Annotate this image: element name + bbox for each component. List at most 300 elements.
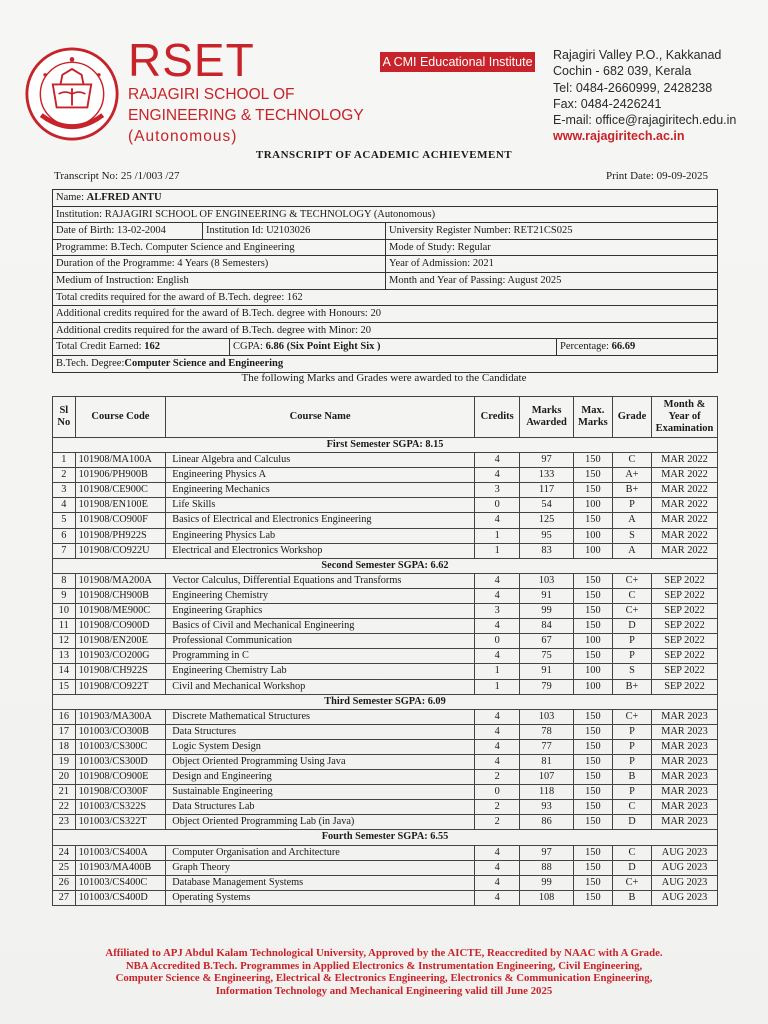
info-row [53,190,717,207]
marks-table-body [53,438,718,906]
address-line: Cochin - 682 039, Kerala [553,64,692,79]
credits: 4 [475,573,520,588]
sl-number: 2 [53,468,76,483]
course-name: Logic System Design [166,739,475,754]
grade: P [612,724,651,739]
max-marks: 150 [573,815,612,830]
max-marks: 100 [573,679,612,694]
course-code: 101908/CE900C [75,483,166,498]
student-info-grid [52,189,718,373]
degree-label: B.Tech. Degree: [56,357,125,369]
grade: C [612,453,651,468]
sl-number: 13 [53,649,76,664]
name-label: Name: [56,192,84,203]
table-row [53,619,718,634]
course-name: Engineering Chemistry [166,588,475,603]
cgpa-cell [230,339,557,355]
marks-awarded: 103 [520,709,574,724]
marks-awarded: 81 [520,754,574,769]
table-row [53,800,718,815]
grade: P [612,785,651,800]
col-header-exam: Month & Year of Examination [652,397,718,438]
sl-number: 8 [53,573,76,588]
max-marks: 150 [573,604,612,619]
exam-month-year: AUG 2023 [652,845,718,860]
exam-month-year: SEP 2022 [652,664,718,679]
grade: A [612,513,651,528]
marks-awarded: 125 [520,513,574,528]
student-name: ALFRED ANTU [86,192,162,203]
max-marks: 150 [573,588,612,603]
table-row [53,528,718,543]
exam-month-year: SEP 2022 [652,634,718,649]
grade: S [612,528,651,543]
table-row [53,815,718,830]
course-code: 101906/PH900B [75,468,166,483]
max-marks: 100 [573,543,612,558]
max-marks: 150 [573,860,612,875]
marks-awarded: 99 [520,875,574,890]
course-name: Computer Organisation and Architecture [166,845,475,860]
print-date: Print Date: 09-09-2025 [605,170,708,182]
marks-awarded: 107 [520,770,574,785]
grade: B+ [612,483,651,498]
sl-number: 9 [53,588,76,603]
course-code: 101908/CH922S [75,664,166,679]
course-name: Linear Algebra and Calculus [166,453,475,468]
info-row [53,273,717,290]
credits: 4 [475,739,520,754]
max-marks: 150 [573,845,612,860]
marks-awarded: 91 [520,664,574,679]
course-code: 101908/PH922S [75,528,166,543]
cgpa-value: 6.86 (Six Point Eight Six ) [265,341,381,353]
grade: A+ [612,468,651,483]
course-code: 101908/CO922T [75,679,166,694]
course-code: 101908/CO900F [75,513,166,528]
semester-header-row [53,830,718,845]
table-row [53,739,718,754]
passing-cell: Month and Year of Passing: August 2025 [389,274,562,286]
website-link[interactable]: www.rajagiritech.ac.in [553,129,685,144]
admission-cell: Year of Admission: 2021 [389,258,494,270]
school-name-line-3: (Autonomous) [128,128,238,145]
exam-month-year: MAR 2022 [652,528,718,543]
grade: C [612,800,651,815]
course-code: 101903/MA300A [75,709,166,724]
exam-month-year: MAR 2023 [652,815,718,830]
exam-month-year: SEP 2022 [652,604,718,619]
course-name: Vector Calculus, Differential Equations and Transforms [166,573,475,588]
sl-number: 20 [53,770,76,785]
semester-sgpa-title: Fourth Semester SGPA: 6.55 [53,830,718,845]
col-header-name: Course Name [166,397,475,438]
grade: D [612,619,651,634]
course-code: 101003/CO300B [75,724,166,739]
student-name-cell [53,190,717,206]
exam-month-year: AUG 2023 [652,890,718,905]
course-name: Data Structures [166,724,475,739]
credits: 4 [475,588,520,603]
marks-awarded: 83 [520,543,574,558]
programme-cell: Programme: B.Tech. Computer Science and Engineering [53,240,386,256]
institution-cell: Institution: RAJAGIRI SCHOOL OF ENGINEERING & TECHNOLOGY (Autonomous) [56,208,436,220]
max-marks: 150 [573,573,612,588]
marks-awarded: 133 [520,468,574,483]
honours-credits-required: Additional credits required for the award of B.Tech. degree with Honours: 20 [56,308,381,320]
credits: 4 [475,875,520,890]
dob-cell: Date of Birth: 13-02-2004 [53,223,203,239]
grade: C+ [612,875,651,890]
course-name: Engineering Physics A [166,468,475,483]
course-name: Professional Communication [166,634,475,649]
grade: P [612,634,651,649]
duration-cell: Duration of the Programme: 4 Years (8 Semesters) [53,256,386,272]
sl-number: 21 [53,785,76,800]
table-row [53,634,718,649]
credits: 4 [475,649,520,664]
marks-table [52,396,718,906]
footer-line: NBA Accredited B.Tech. Programmes in Applied Electronics & Instrumentation Engineering, Civil Engineering, [125,959,643,972]
table-row [53,679,718,694]
sl-number: 3 [53,483,76,498]
degree-cell [53,356,717,372]
marks-awarded: 75 [520,649,574,664]
course-name: Engineering Mechanics [166,483,475,498]
max-marks: 150 [573,800,612,815]
max-marks: 150 [573,739,612,754]
course-name: Engineering Chemistry Lab [166,664,475,679]
percentage-value: 66.69 [611,341,636,353]
grade: C [612,588,651,603]
course-code: 101908/CO900D [75,619,166,634]
credits: 4 [475,513,520,528]
total-credits-required: Total credits required for the award of B.Tech. degree: 162 [56,291,303,303]
course-name: Civil and Mechanical Workshop [166,679,475,694]
sl-number: 5 [53,513,76,528]
exam-month-year: SEP 2022 [652,588,718,603]
course-code: 101003/CS400A [75,845,166,860]
course-name: Programming in C [166,649,475,664]
credits: 0 [475,634,520,649]
course-code: 101908/CO300F [75,785,166,800]
marks-awarded: 79 [520,679,574,694]
exam-month-year: SEP 2022 [652,619,718,634]
credits: 2 [475,800,520,815]
course-name: Electrical and Electronics Workshop [166,543,475,558]
max-marks: 150 [573,785,612,800]
col-header-sl: Sl No [53,397,76,438]
grade: C+ [612,709,651,724]
grade: P [612,649,651,664]
col-header-credits: Credits [475,397,520,438]
info-row [53,240,717,257]
sl-number: 15 [53,679,76,694]
course-name: Operating Systems [166,890,475,905]
exam-month-year: MAR 2022 [652,483,718,498]
info-row [53,339,717,356]
max-marks: 150 [573,754,612,769]
course-code: 101908/MA100A [75,453,166,468]
exam-month-year: MAR 2022 [652,543,718,558]
sl-number: 22 [53,800,76,815]
institution-id-cell: Institution Id: U2103026 [203,223,386,239]
degree-value: Computer Science and Engineering [124,357,284,369]
grade: P [612,754,651,769]
credits: 0 [475,498,520,513]
course-name: Basics of Civil and Mechanical Engineering [166,619,475,634]
percentage-cell [557,339,717,355]
marks-awarded: 117 [520,483,574,498]
grade: D [612,815,651,830]
course-code: 101003/CS300D [75,754,166,769]
semester-sgpa-title: First Semester SGPA: 8.15 [53,438,718,453]
marks-awarded: 86 [520,815,574,830]
table-row [53,724,718,739]
table-row [53,770,718,785]
grade: B [612,890,651,905]
course-code: 101908/MA200A [75,573,166,588]
marks-awarded: 78 [520,724,574,739]
credits: 1 [475,528,520,543]
course-code: 101908/EN200E [75,634,166,649]
medium-cell: Medium of Instruction: English [53,273,386,289]
course-code: 101908/EN100E [75,498,166,513]
sl-number: 14 [53,664,76,679]
credits: 1 [475,679,520,694]
max-marks: 100 [573,634,612,649]
course-name: Object Oriented Programming Lab (in Java) [166,815,475,830]
marks-caption: The following Marks and Grades were awarded to the Candidate [241,372,527,384]
course-code: 101903/CO200G [75,649,166,664]
sl-number: 27 [53,890,76,905]
exam-month-year: MAR 2023 [652,785,718,800]
sl-number: 4 [53,498,76,513]
course-code: 101908/CO922U [75,543,166,558]
exam-month-year: MAR 2022 [652,468,718,483]
course-name: Design and Engineering [166,770,475,785]
percentage-label: Percentage: [560,341,609,353]
sl-number: 18 [53,739,76,754]
semester-header-row [53,558,718,573]
sl-number: 12 [53,634,76,649]
table-row [53,543,718,558]
exam-month-year: SEP 2022 [652,679,718,694]
address-line: Rajagiri Valley P.O., Kakkanad [553,48,722,62]
table-row [53,453,718,468]
table-row [53,664,718,679]
school-name-line-2: ENGINEERING & TECHNOLOGY [128,107,364,124]
sl-number: 23 [53,815,76,830]
max-marks: 150 [573,709,612,724]
credits: 2 [475,770,520,785]
marks-awarded: 93 [520,800,574,815]
marks-awarded: 99 [520,604,574,619]
course-name: Engineering Graphics [166,604,475,619]
marks-awarded: 77 [520,739,574,754]
exam-month-year: MAR 2022 [652,453,718,468]
table-row [53,498,718,513]
credits: 3 [475,604,520,619]
sl-number: 17 [53,724,76,739]
sl-number: 26 [53,875,76,890]
marks-awarded: 97 [520,845,574,860]
marks-awarded: 91 [520,588,574,603]
marks-awarded: 97 [520,453,574,468]
table-row [53,754,718,769]
exam-month-year: MAR 2023 [652,800,718,815]
max-marks: 150 [573,649,612,664]
marks-awarded: 84 [520,619,574,634]
marks-awarded: 54 [520,498,574,513]
max-marks: 100 [573,498,612,513]
transcript-number: Transcript No: 25 /1/003 /27 [54,170,180,182]
course-code: 101003/CS400D [75,890,166,905]
table-row [53,588,718,603]
credit-earned-value: 162 [144,341,160,353]
exam-month-year: SEP 2022 [652,649,718,664]
marks-awarded: 108 [520,890,574,905]
grade: B+ [612,679,651,694]
course-code: 101003/CS322T [75,815,166,830]
footer-line: Computer Science & Engineering, Electrical & Electronics Engineering, Electronics & Communication Engineering, [115,972,653,985]
table-row [53,649,718,664]
table-row [53,604,718,619]
grade: B [612,770,651,785]
table-header-row [53,397,718,438]
exam-month-year: MAR 2023 [652,770,718,785]
max-marks: 150 [573,453,612,468]
sl-number: 24 [53,845,76,860]
exam-month-year: MAR 2023 [652,724,718,739]
credits: 4 [475,890,520,905]
semester-header-row [53,694,718,709]
grade: C+ [612,604,651,619]
col-header-grade: Grade [612,397,651,438]
sl-number: 7 [53,543,76,558]
col-header-marks: Marks Awarded [520,397,574,438]
course-name: Basics of Electrical and Electronics Engineering [166,513,475,528]
course-name: Life Skills [166,498,475,513]
credits: 4 [475,709,520,724]
col-header-max: Max. Marks [573,397,612,438]
school-name-line-1: RAJAGIRI SCHOOL OF [128,86,295,103]
course-name: Object Oriented Programming Using Java [166,754,475,769]
semester-header-row [53,438,718,453]
cmi-badge: A CMI Educational Institute [380,52,535,72]
course-name: Sustainable Engineering [166,785,475,800]
footer-line: Affiliated to APJ Abdul Kalam Technological University, Approved by the AICTE, Reaccredited by NAAC with A Grade. [105,947,663,959]
credits: 4 [475,860,520,875]
table-row [53,845,718,860]
credits: 4 [475,724,520,739]
sl-number: 10 [53,604,76,619]
course-name: Discrete Mathematical Structures [166,709,475,724]
max-marks: 150 [573,619,612,634]
course-name: Graph Theory [166,860,475,875]
document-title: TRANSCRIPT OF ACADEMIC ACHIEVEMENT [255,149,513,161]
exam-month-year: AUG 2023 [652,875,718,890]
grade: P [612,739,651,754]
footer-line: Information Technology and Mechanical Engineering valid till June 2025 [215,984,553,997]
semester-sgpa-title: Third Semester SGPA: 6.09 [53,694,718,709]
max-marks: 150 [573,483,612,498]
credits: 1 [475,664,520,679]
marks-awarded: 118 [520,785,574,800]
max-marks: 100 [573,528,612,543]
marks-awarded: 95 [520,528,574,543]
course-code: 101908/CH900B [75,588,166,603]
course-name: Engineering Physics Lab [166,528,475,543]
address-block [553,47,736,145]
credit-earned-cell [53,339,230,355]
course-code: 101908/CO900E [75,770,166,785]
course-name: Data Structures Lab [166,800,475,815]
sl-number: 11 [53,619,76,634]
rajagiri-logo-icon [24,46,120,142]
exam-month-year: SEP 2022 [652,573,718,588]
register-number-cell: University Register Number: RET21CS025 [389,225,573,237]
table-row [53,785,718,800]
email-line: E-mail: office@rajagiritech.edu.in [553,113,737,128]
accreditation-footer [0,947,768,997]
grade: P [612,498,651,513]
grade: D [612,860,651,875]
info-row [53,207,717,224]
marks-awarded: 88 [520,860,574,875]
exam-month-year: MAR 2023 [652,739,718,754]
credits: 2 [475,815,520,830]
exam-month-year: MAR 2022 [652,513,718,528]
table-row [53,709,718,724]
max-marks: 150 [573,513,612,528]
col-header-code: Course Code [75,397,166,438]
credits: 1 [475,543,520,558]
sl-number: 25 [53,860,76,875]
grade: S [612,664,651,679]
credits: 4 [475,754,520,769]
sl-number: 19 [53,754,76,769]
info-row [53,256,717,273]
info-row [53,356,717,372]
semester-sgpa-title: Second Semester SGPA: 6.62 [53,558,718,573]
credits: 0 [475,785,520,800]
table-row [53,573,718,588]
phone-line: Tel: 0484-2660999, 2428238 [553,80,713,95]
credits: 4 [475,845,520,860]
exam-month-year: MAR 2023 [652,754,718,769]
grade: C+ [612,573,651,588]
sl-number: 6 [53,528,76,543]
course-code: 101003/CS322S [75,800,166,815]
max-marks: 150 [573,890,612,905]
mode-cell: Mode of Study: Regular [389,241,491,253]
course-code: 101003/CS300C [75,739,166,754]
table-row [53,875,718,890]
course-code: 101908/ME900C [75,604,166,619]
sl-number: 1 [53,453,76,468]
table-row [53,513,718,528]
institution-brand [128,34,364,145]
table-row [53,468,718,483]
grade: C [612,845,651,860]
credits: 4 [475,468,520,483]
fax-line: Fax: 0484-2426241 [553,96,662,111]
info-row [53,290,717,307]
info-row [53,306,717,323]
max-marks: 150 [573,770,612,785]
brand-name: RSET [128,34,255,86]
